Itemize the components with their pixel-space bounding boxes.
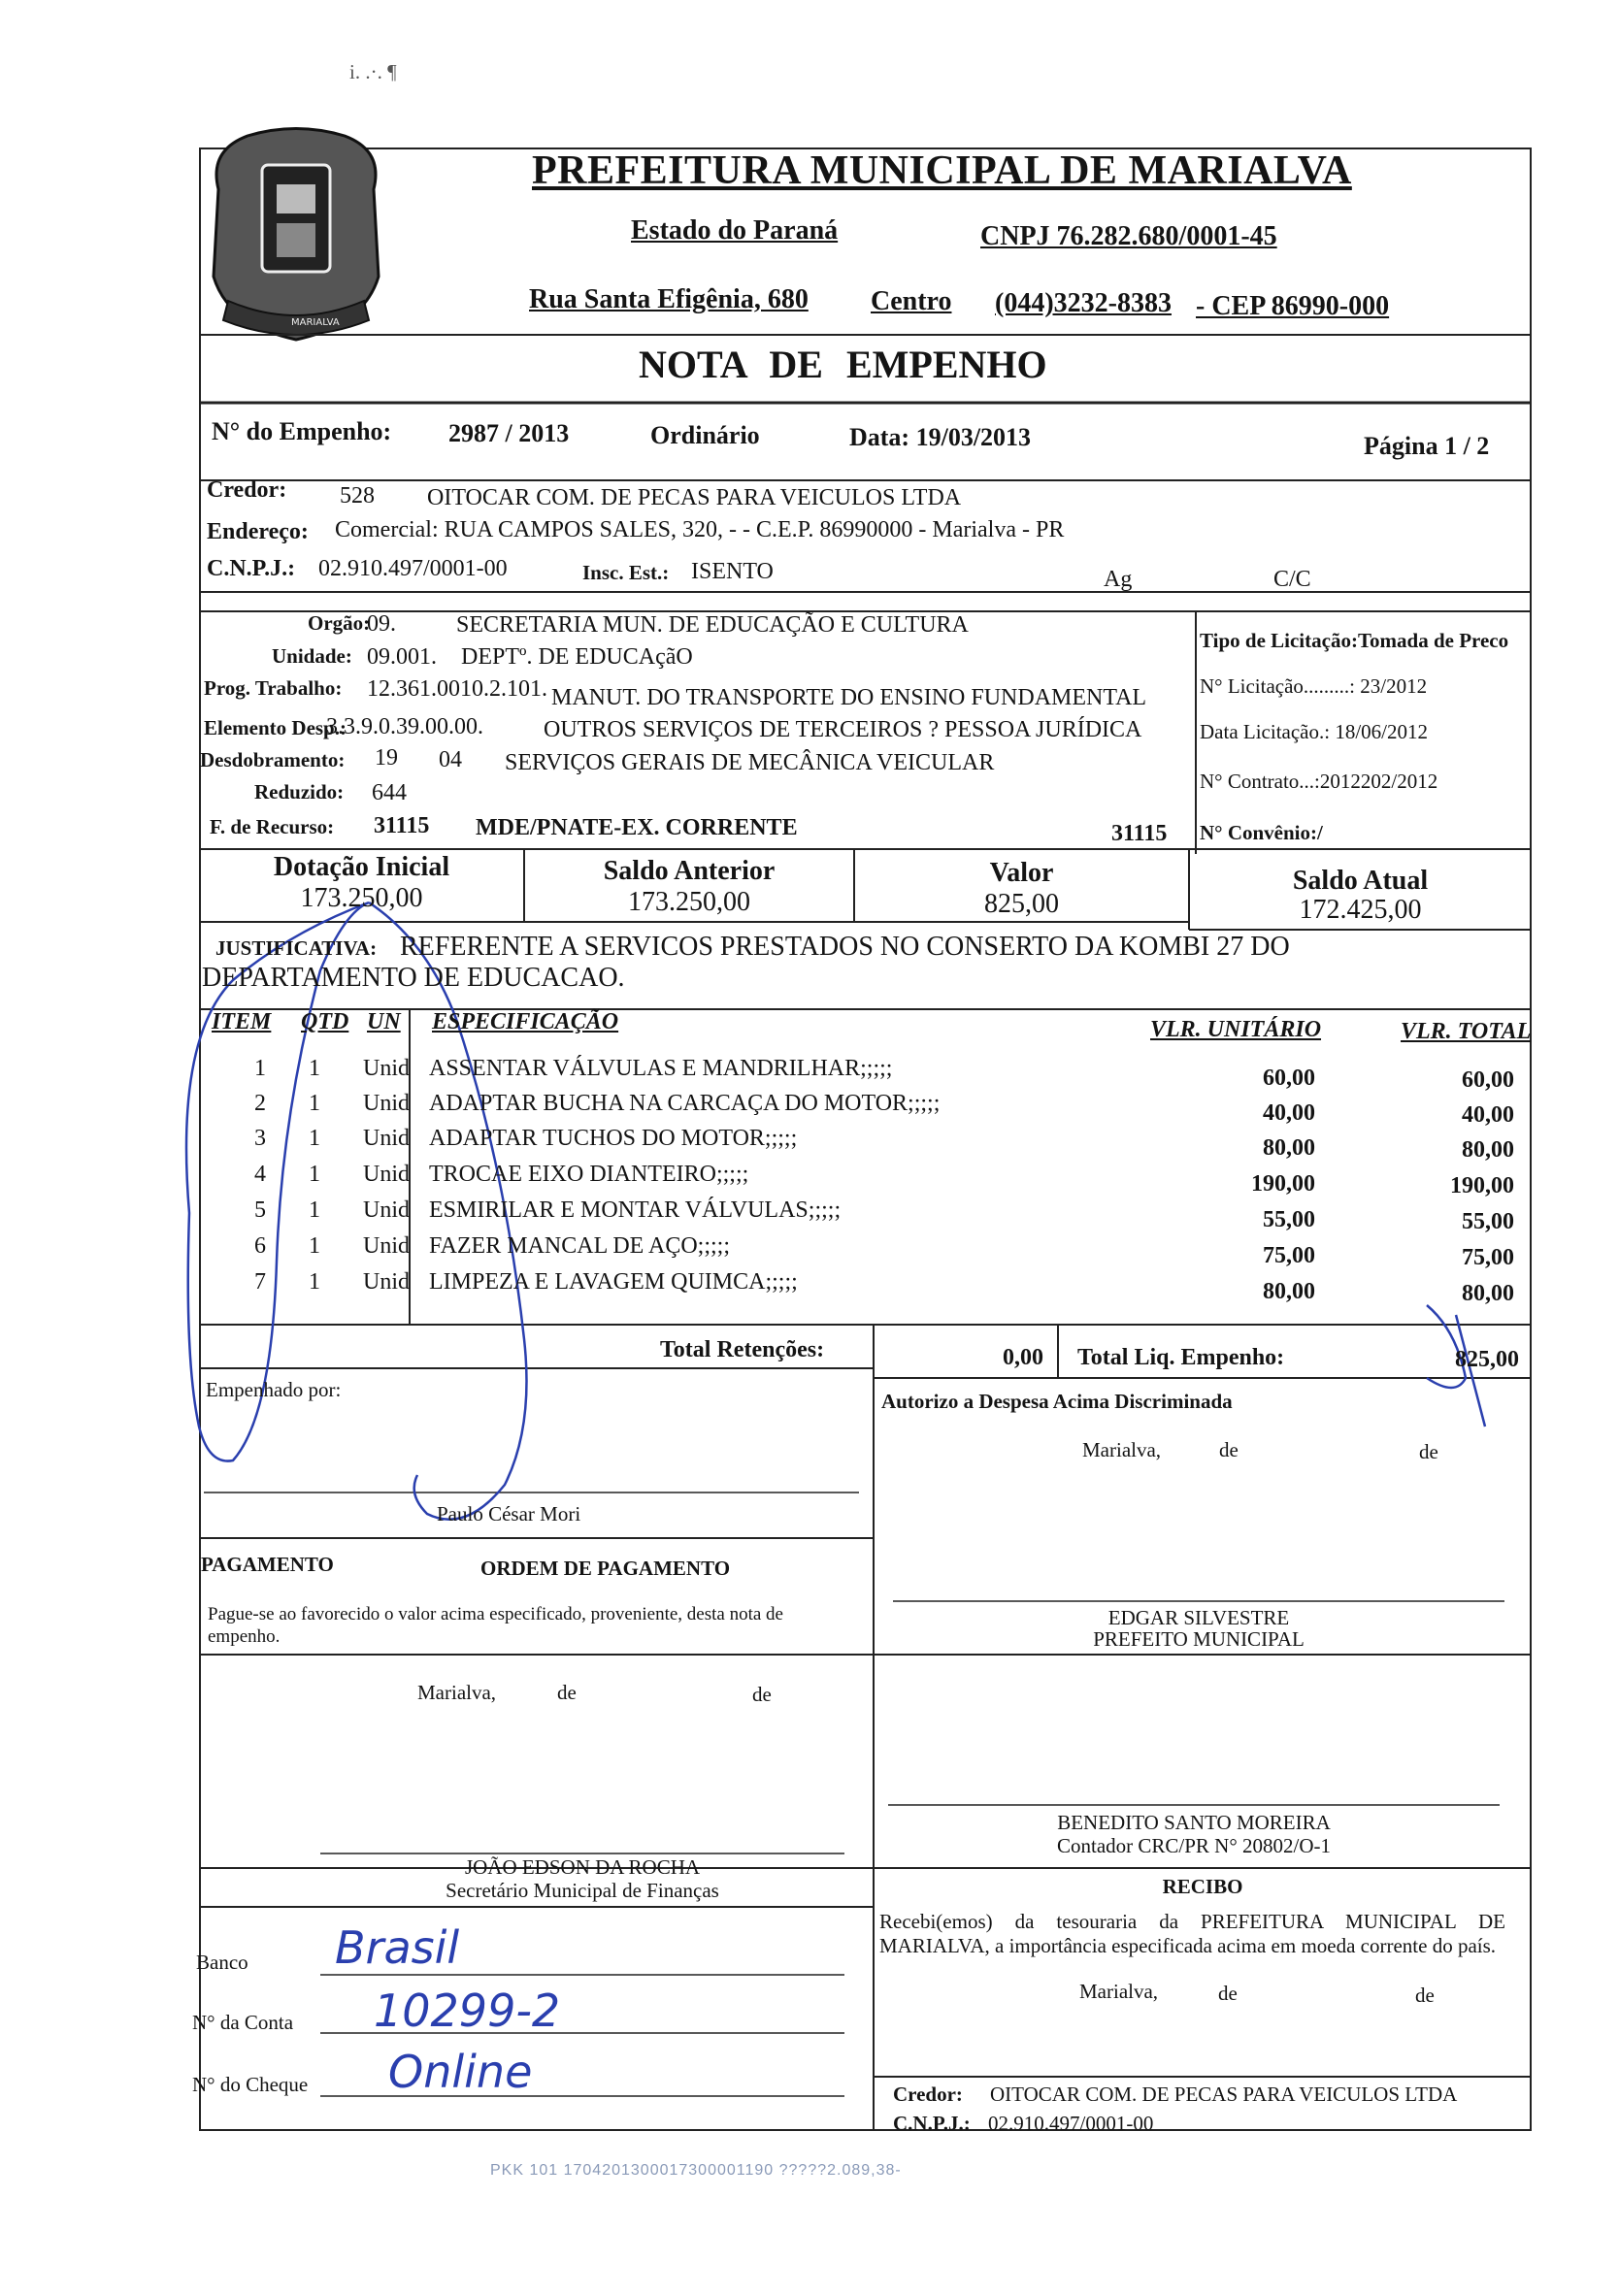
- pagamento-de-1: de: [557, 1681, 577, 1704]
- credor-label: Credor:: [207, 477, 287, 503]
- row-item: 4: [254, 1162, 266, 1187]
- row-un: Unid: [363, 1126, 410, 1151]
- row-spec: ESMIRILAR E MONTAR VÁLVULAS;;;;;: [429, 1197, 842, 1223]
- recibo-place: Marialva,: [1079, 1980, 1159, 2003]
- desdobramento-name: SERVIÇOS GERAIS DE MECÂNICA VEICULAR: [505, 750, 995, 775]
- row-qtd: 1: [309, 1056, 320, 1081]
- retencoes-label: Total Retenções:: [660, 1337, 825, 1362]
- state-name: Estado do Paraná: [631, 215, 839, 246]
- row-un: Unid: [363, 1056, 410, 1081]
- desdobramento-sub: 04: [439, 747, 462, 772]
- row-spec: ASSENTAR VÁLVULAS E MANDRILHAR;;;;;: [429, 1056, 893, 1081]
- footer-cnpj-label: C.N.P.J.:: [893, 2112, 971, 2135]
- insc-label: Insc. Est.:: [582, 561, 670, 584]
- contador-role: Contador CRC/PR N° 20802/O-1: [1056, 1834, 1331, 1857]
- recibo-de-1: de: [1218, 1982, 1238, 2005]
- ordem-pagamento-label: ORDEM DE PAGAMENTO: [480, 1557, 731, 1580]
- row-qtd: 1: [309, 1162, 320, 1187]
- row-total-value: 75,00: [1462, 1245, 1514, 1270]
- row-un: Unid: [363, 1162, 410, 1187]
- col-qtd: QTD: [301, 1009, 349, 1034]
- fonte-name: MDE/PNATE-EX. CORRENTE: [476, 815, 798, 840]
- row-qtd: 1: [309, 1091, 320, 1116]
- convenio-numero: N° Convênio:/: [1200, 821, 1323, 844]
- justificativa-label: JUSTIFICATIVA:: [215, 936, 378, 960]
- row-item: 5: [254, 1197, 266, 1223]
- scan-specks: i. .·. ¶: [349, 60, 397, 83]
- footer-cnpj: 02.910.497/0001-00: [988, 2112, 1154, 2135]
- licitacao-data: Data Licitação.: 18/06/2012: [1200, 720, 1429, 743]
- saldo-atual-value: 172.425,00: [1299, 895, 1422, 925]
- empenho-number-label: N° do Empenho:: [212, 417, 392, 445]
- row-un: Unid: [363, 1233, 410, 1259]
- row-item: 3: [254, 1126, 266, 1151]
- header-district: Centro: [871, 286, 952, 316]
- prog-name: MANUT. DO TRANSPORTE DO ENSINO FUNDAMENTAL: [551, 685, 1147, 710]
- justificativa-line-1: REFERENTE A SERVICOS PRESTADOS NO CONSERTO DA KOMBI 27 DO: [400, 932, 1290, 962]
- pagamento-text: Pague-se ao favorecido o valor acima especificado, proveniente, desta nota de empenho.: [208, 1604, 783, 1647]
- banco-handwritten: Brasil: [335, 1921, 460, 1974]
- recibo-label: RECIBO: [1162, 1875, 1243, 1898]
- secretario-name: JOÃO EDSON DA ROCHA: [464, 1855, 701, 1879]
- credor-code: 528: [340, 483, 375, 508]
- col-especificacao: ESPECIFICAÇÃO: [432, 1009, 619, 1034]
- cheque-handwritten: Online: [388, 2046, 533, 2098]
- row-unit-value: 190,00: [1251, 1171, 1315, 1197]
- unidade-code: 09.001.: [367, 644, 437, 670]
- elemento-code: 3.3.9.0.39.00.00.: [326, 714, 483, 739]
- desdobramento-code: 19: [375, 745, 398, 771]
- saldo-anterior-value: 173.250,00: [628, 887, 750, 917]
- unidade-name: DEPTº. DE EDUCAçãO: [461, 644, 693, 670]
- empenhado-signer: Paulo César Mori: [437, 1502, 581, 1525]
- header-address: Rua Santa Efigênia, 680: [529, 284, 809, 314]
- saldo-atual-label: Saldo Atual: [1292, 866, 1429, 896]
- municipality-title: PREFEITURA MUNICIPAL DE MARIALVA: [532, 148, 1352, 193]
- row-un: Unid: [363, 1091, 410, 1116]
- licitacao-tipo: Tipo de Licitação:Tomada de Preco: [1200, 629, 1509, 652]
- row-qtd: 1: [309, 1197, 320, 1223]
- row-unit-value: 80,00: [1263, 1135, 1315, 1161]
- row-spec: FAZER MANCAL DE AÇO;;;;;: [429, 1233, 731, 1259]
- empenho-date: Data: 19/03/2013: [849, 423, 1032, 451]
- row-item: 2: [254, 1091, 266, 1116]
- secretario-role: Secretário Municipal de Finanças: [446, 1879, 719, 1902]
- header-cep: - CEP 86990-000: [1196, 291, 1390, 321]
- empenho-type: Ordinário: [650, 421, 760, 449]
- valor-label: Valor: [989, 858, 1054, 888]
- row-qtd: 1: [309, 1269, 320, 1295]
- barcode-text: PKK 101 1704201300017300001190 ?????2.089,38-: [490, 2162, 902, 2179]
- row-item: 1: [254, 1056, 266, 1081]
- credor-cnpj: 02.910.497/0001-00: [318, 556, 508, 581]
- footer-credor-name: OITOCAR COM. DE PECAS PARA VEICULOS LTDA: [990, 2083, 1458, 2106]
- row-spec: ADAPTAR TUCHOS DO MOTOR;;;;;: [429, 1126, 798, 1151]
- recibo-text: Recebi(emos) da tesouraria da PREFEITURA MUNICIPAL DE MARIALVA, a importância especificada acima em moeda corrente do país.: [879, 1910, 1505, 1957]
- row-spec: ADAPTAR BUCHA NA CARCAÇA DO MOTOR;;;;;: [429, 1091, 941, 1116]
- saldo-anterior-label: Saldo Anterior: [603, 856, 776, 886]
- autorizo-place: Marialva,: [1082, 1438, 1162, 1461]
- credor-address: Comercial: RUA CAMPOS SALES, 320, - - C.E.P. 86990000 - Marialva - PR: [335, 517, 1065, 542]
- pagamento-label: PAGAMENTO: [201, 1553, 334, 1576]
- row-item: 7: [254, 1269, 266, 1295]
- row-spec: TROCAE EIXO DIANTEIRO;;;;;: [429, 1162, 749, 1187]
- fonte-label: F. de Recurso:: [210, 815, 335, 838]
- municipal-seal-icon: [214, 129, 379, 341]
- contrato-numero: N° Contrato...:2012202/2012: [1200, 770, 1438, 793]
- col-un: UN: [367, 1009, 401, 1034]
- prog-label: Prog. Trabalho:: [204, 676, 343, 700]
- prog-code: 12.361.0010.2.101.: [367, 676, 547, 702]
- conta-label: N° da Conta: [192, 2011, 294, 2034]
- row-total-value: 80,00: [1462, 1137, 1514, 1163]
- header-phone: (044)3232-8383: [995, 288, 1172, 318]
- credor-name: OITOCAR COM. DE PECAS PARA VEICULOS LTDA: [427, 485, 962, 510]
- row-total-value: 190,00: [1450, 1173, 1514, 1198]
- unidade-label: Unidade:: [272, 644, 352, 668]
- row-un: Unid: [363, 1197, 410, 1223]
- row-total-value: 40,00: [1462, 1102, 1514, 1128]
- row-item: 6: [254, 1233, 266, 1259]
- row-unit-value: 75,00: [1263, 1243, 1315, 1268]
- row-unit-value: 80,00: [1263, 1279, 1315, 1304]
- autorizo-label: Autorizo a Despesa Acima Discriminada: [881, 1390, 1233, 1413]
- orgao-name: SECRETARIA MUN. DE EDUCAÇÃO E CULTURA: [456, 612, 969, 638]
- col-item: ITEM: [212, 1009, 272, 1034]
- row-un: Unid: [363, 1269, 410, 1295]
- banco-label: Banco: [196, 1951, 248, 1974]
- liquido-value: 825,00: [1455, 1347, 1519, 1372]
- footer-credor-label: Credor:: [893, 2083, 963, 2106]
- reduzido-label: Reduzido:: [254, 780, 345, 804]
- fonte-code: 31115: [374, 813, 430, 838]
- cnpj-label: C.N.P.J.:: [207, 556, 296, 581]
- elemento-label: Elemento Desp.:: [204, 716, 347, 739]
- header-cnpj: CNPJ 76.282.680/0001-45: [980, 221, 1277, 251]
- pagamento-de-2: de: [752, 1683, 772, 1706]
- licitacao-numero: N° Licitação.........: 23/2012: [1200, 674, 1428, 698]
- empenho-number: 2987 / 2013: [448, 419, 570, 447]
- ag-label: Ag: [1104, 567, 1133, 592]
- pagamento-place: Marialva,: [417, 1681, 497, 1704]
- row-total-value: 55,00: [1462, 1209, 1514, 1234]
- autorizo-de-1: de: [1219, 1438, 1239, 1461]
- row-unit-value: 60,00: [1263, 1066, 1315, 1091]
- address-label: Endereço:: [207, 519, 309, 544]
- row-qtd: 1: [309, 1233, 320, 1259]
- page-number: Página 1 / 2: [1364, 432, 1490, 460]
- justificativa-line-2: DEPARTAMENTO DE EDUCACAO.: [202, 963, 625, 993]
- reduzido-value: 644: [372, 780, 407, 805]
- empenhado-label: Empenhado por:: [206, 1378, 342, 1401]
- col-valor-unitario: VLR. UNITÁRIO: [1150, 1017, 1322, 1042]
- row-unit-value: 55,00: [1263, 1207, 1315, 1232]
- insc-value: ISENTO: [691, 559, 774, 584]
- prefeito-role: PREFEITO MUNICIPAL: [1093, 1627, 1305, 1651]
- elemento-name: OUTROS SERVIÇOS DE TERCEIROS ? PESSOA JURÍDICA: [544, 717, 1142, 742]
- orgao-label: Orgão:: [308, 611, 371, 635]
- seal-text: MARIALVA: [291, 317, 340, 328]
- cc-label: C/C: [1273, 567, 1311, 592]
- dotacao-label: Dotação Inicial: [273, 852, 450, 882]
- col-valor-total: VLR. TOTAL: [1401, 1019, 1532, 1044]
- recibo-de-2: de: [1415, 1984, 1435, 2007]
- liquido-label: Total Liq. Empenho:: [1077, 1345, 1285, 1370]
- orgao-code: 09.: [367, 611, 396, 637]
- document-title: NOTA DE EMPENHO: [639, 343, 1047, 386]
- fonte-code-2: 31115: [1111, 821, 1168, 846]
- row-total-value: 80,00: [1462, 1281, 1514, 1306]
- cheque-label: N° do Cheque: [192, 2073, 309, 2096]
- desdobramento-label: Desdobramento:: [200, 748, 346, 771]
- conta-handwritten: 10299-2: [374, 1984, 561, 2037]
- row-qtd: 1: [309, 1126, 320, 1151]
- prefeito-name: EDGAR SILVESTRE: [1107, 1606, 1290, 1629]
- valor-value: 825,00: [984, 889, 1059, 919]
- dotacao-value: 173.250,00: [300, 883, 423, 913]
- row-spec: LIMPEZA E LAVAGEM QUIMCA;;;;;: [429, 1269, 798, 1295]
- contador-name: BENEDITO SANTO MOREIRA: [1057, 1811, 1331, 1834]
- retencoes-value: 0,00: [1003, 1345, 1043, 1370]
- row-total-value: 60,00: [1462, 1067, 1514, 1093]
- autorizo-de-2: de: [1419, 1440, 1438, 1463]
- row-unit-value: 40,00: [1263, 1100, 1315, 1126]
